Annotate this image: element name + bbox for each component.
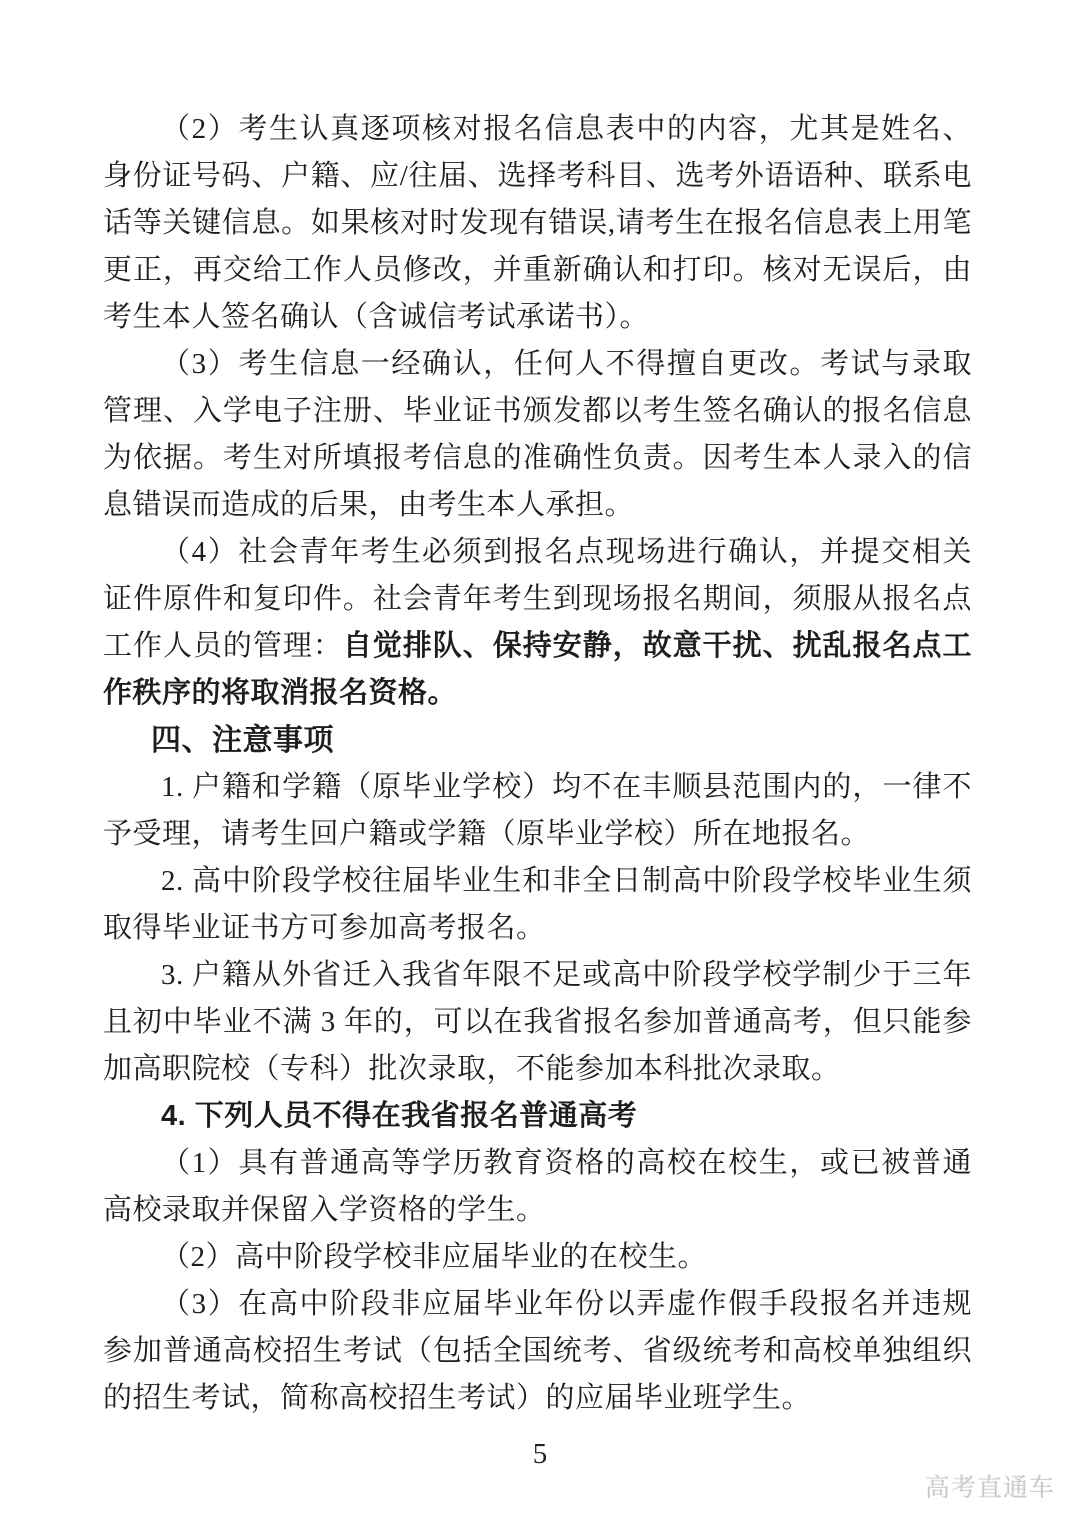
para-2-check-registration-info: （2）考生认真逐项核对报名信息表中的内容，尤其是姓名、身份证号码、户籍、应/往届、选择考科目、选考外语语种、联系电话等关键信息。如果核对时发现有错误,请考生在报名信息表上用笔更正，再交给工作人员修改，并重新确认和打印。核对无误后，由考生本人签名确认（含诚信考试承诺书）。	[103, 113, 972, 333]
ineligible-2-non-graduating-students: （2）高中阶段学校非应届毕业的在校生。	[161, 1241, 708, 1273]
para-4-social-youth-onsite-confirm	[103, 529, 972, 717]
para-4-bold-warning-text: 自觉排队、保持安静，故意干扰、扰乱报名点工作秩序的将取消报名资格。	[103, 630, 972, 709]
document-body	[103, 106, 972, 1422]
para-4-regular-text: （4）社会青年考生必须到报名点现场进行确认，并提交相关证件原件和复印件。社会青年考生到现场报名期间，须服从报名点工作人员的管理：	[103, 536, 972, 662]
note-3-migrated-household-limit: 3. 户籍从外省迁入我省年限不足或高中阶段学校学制少于三年且初中毕业不满 3 年的，可以在我省报名参加普通高考，但只能参加高职院校（专科）批次录取，不能参加本科批次录取。	[103, 959, 972, 1085]
watermark-gaokao-zhitongche: 高考直通车	[924, 1474, 1055, 1502]
heading-section-4-notes: 四、注意事项	[151, 724, 334, 757]
note-2-diploma-required: 2. 高中阶段学校往届毕业生和非全日制高中阶段学校毕业生须取得毕业证书方可参加高考报名。	[103, 865, 972, 944]
ineligible-3-fraudulent-registration: （3）在高中阶段非应届毕业年份以弄虚作假手段报名并违规参加普通高校招生考试（包括全国统考、省级统考和高校单独组织的招生考试，简称高校招生考试）的应届毕业班学生。	[103, 1288, 972, 1414]
para-3-info-confirmed-no-change: （3）考生信息一经确认，任何人不得擅自更改。考试与录取管理、入学电子注册、毕业证书颁发都以考生签名确认的报名信息为依据。考生对所填报考信息的准确性负责。因考生本人录入的信息错误而造成的后果，由考生本人承担。	[103, 348, 972, 521]
ineligible-1-enrolled-college-students: （1）具有普通高等学历教育资格的高校在校生，或已被普通高校录取并保留入学资格的学生。	[103, 1147, 972, 1226]
note-1-household-school-registration: 1. 户籍和学籍（原毕业学校）均不在丰顺县范围内的，一律不予受理，请考生回户籍或学籍（原毕业学校）所在地报名。	[103, 771, 972, 850]
page-number: 5	[532, 1438, 548, 1470]
heading-note-4-ineligible-persons: 4. 下列人员不得在我省报名普通高考	[161, 1100, 638, 1132]
